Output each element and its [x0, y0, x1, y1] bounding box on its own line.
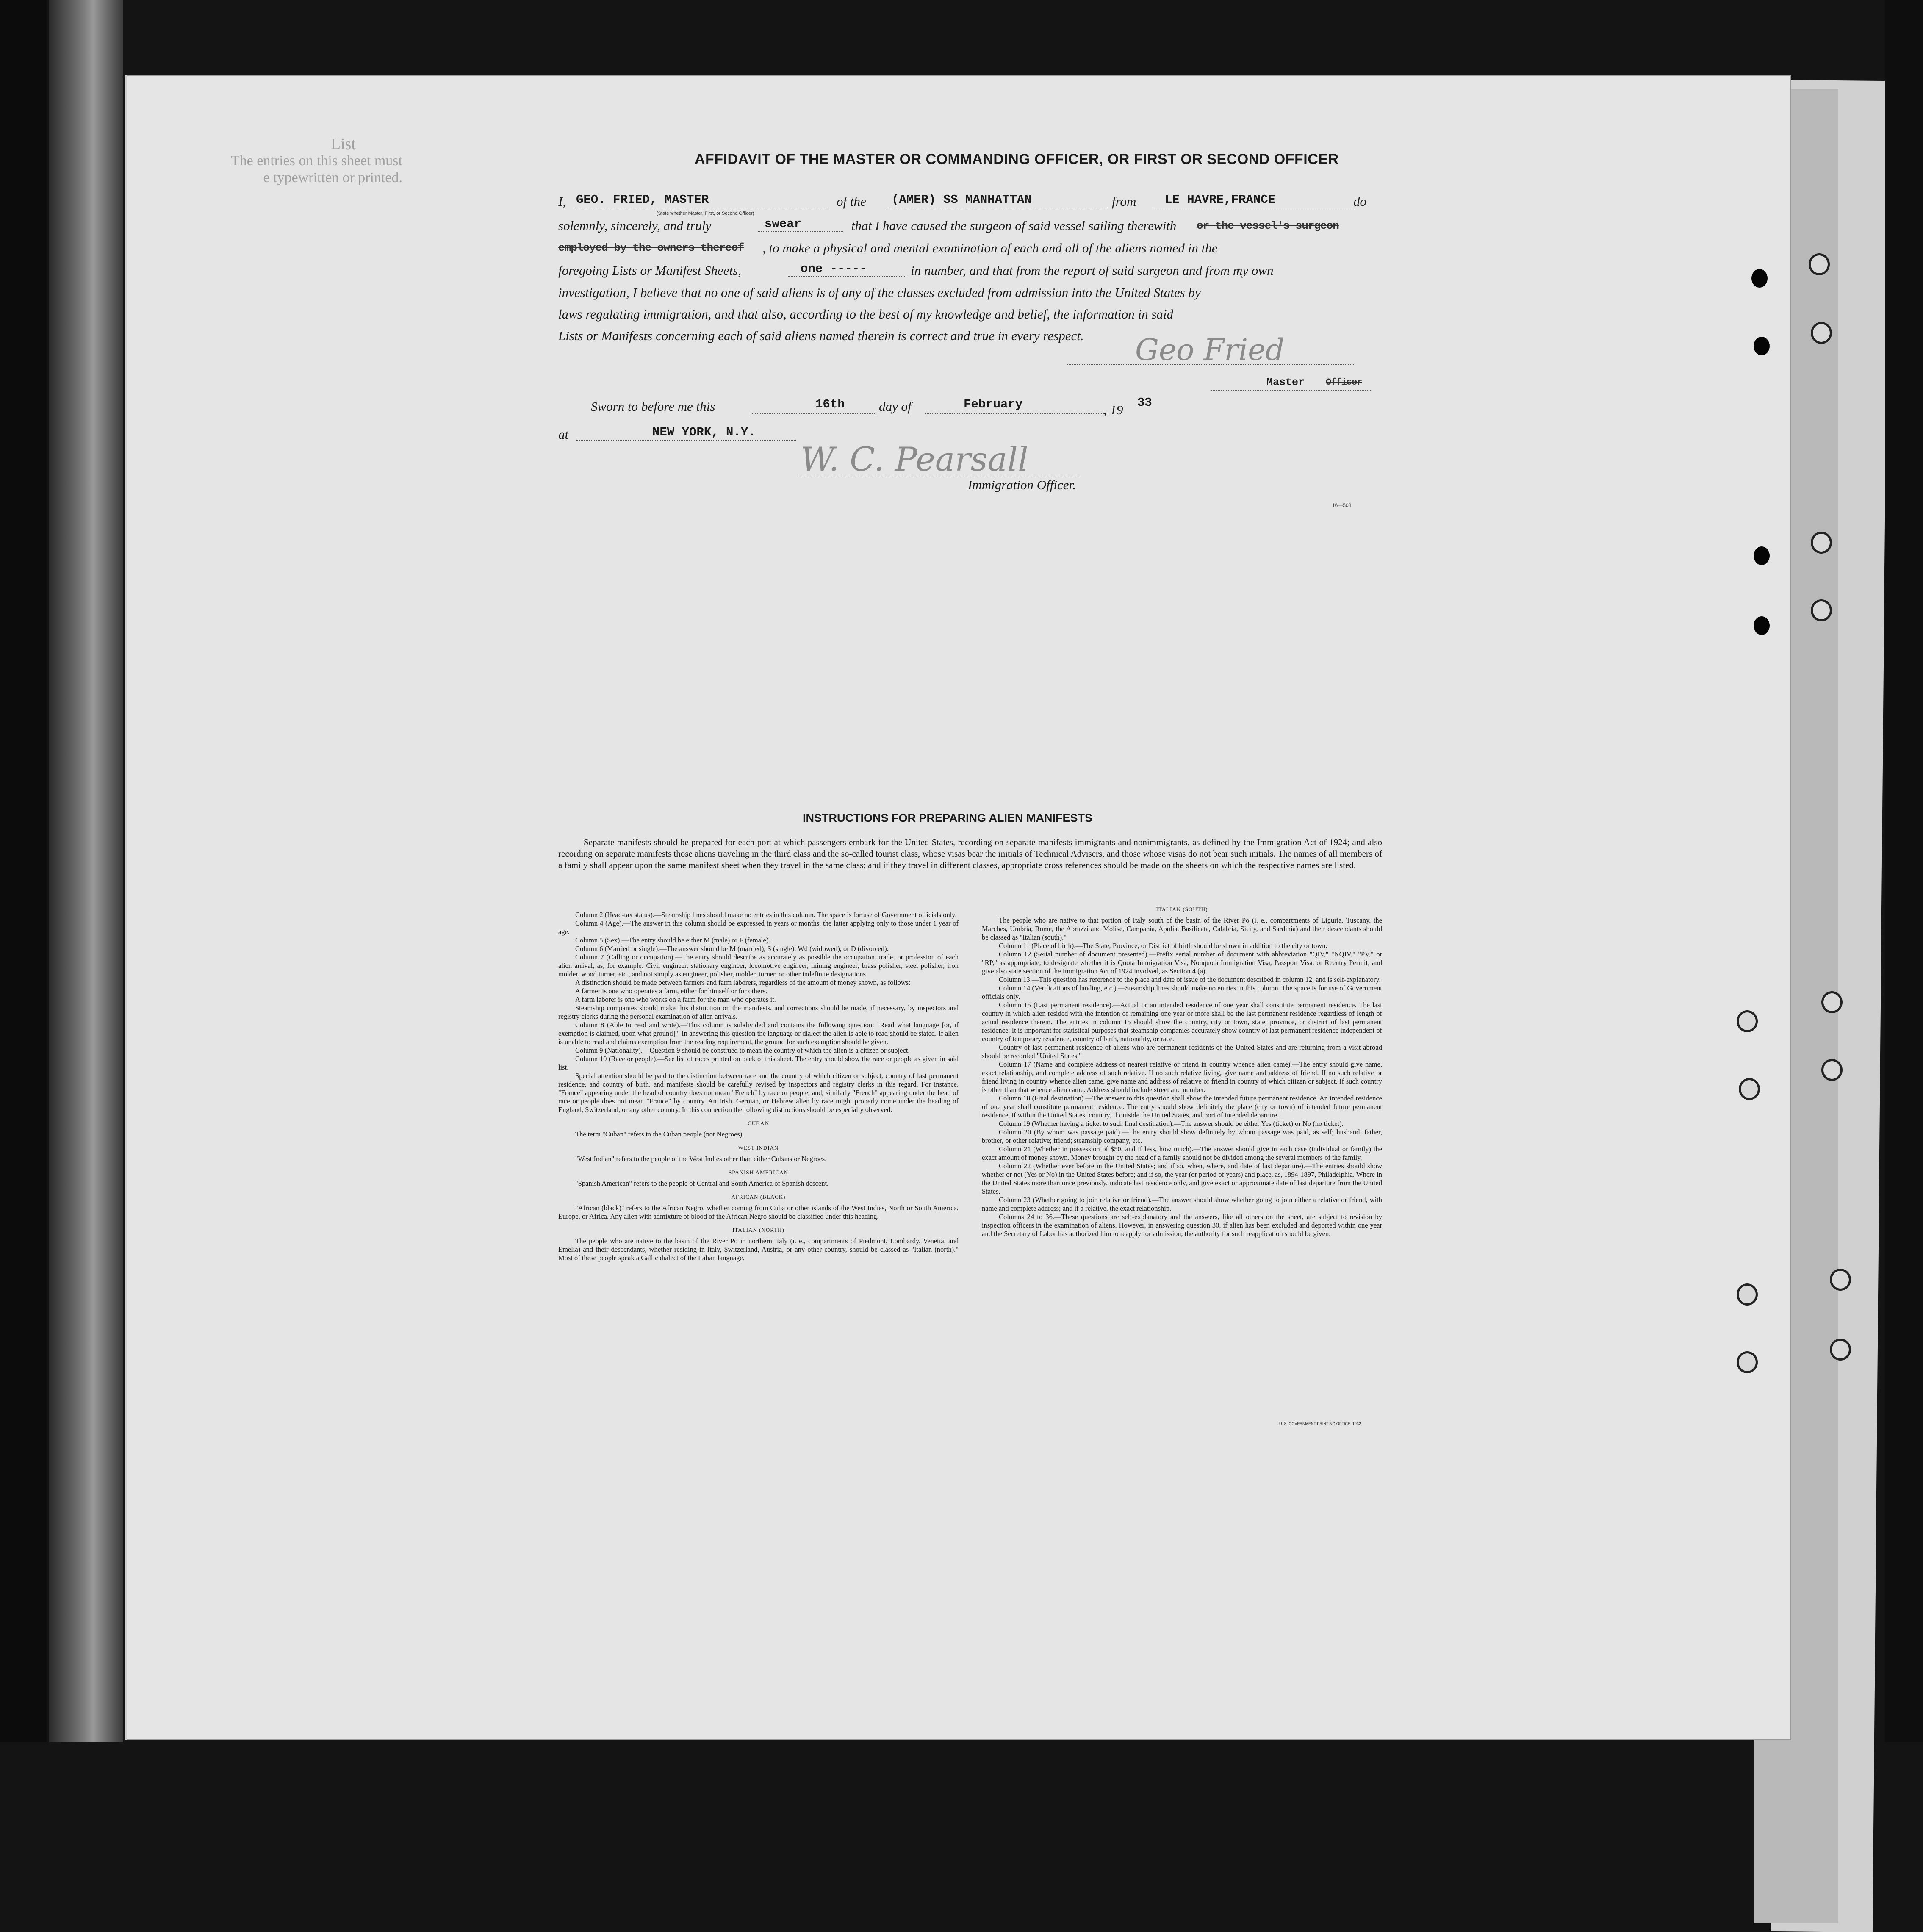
- affidavit-title: AFFIDAVIT OF THE MASTER OR COMMANDING OFFICER, OR FIRST OR SECOND OFFICER: [695, 151, 1339, 167]
- label-i: I,: [558, 194, 566, 209]
- left-paragraph: Column 2 (Head-tax status).—Steamship lines should make no entries in this column. The space is for use of Government officials only.: [575, 911, 957, 919]
- binder-hole: [1751, 269, 1768, 288]
- binder-ring: [1737, 1283, 1758, 1306]
- binder-ring: [1739, 1078, 1760, 1100]
- master-signature: Geo Fried: [1135, 333, 1285, 367]
- rule-month: [925, 413, 1106, 414]
- african-text: "African (black)" refers to the African Negro, whether coming from Cuba or other islands of the West Indies, North or South America, Europe, or Africa. Any alien with admixture of blood of the African Negro should be classified under this heading.: [558, 1204, 959, 1220]
- right-paragraph: Column 12 (Serial number of document presented).—Prefix serial number of document with abbreviation "QIV," "NQIV," "PV," or "RP," as appropriate, to designate whether it is Quota Immigration Visa, Nonquota Immigration Visa, Passport Visa, or Reentry Permit; and give also state section of the Immigration Act of 1924 involved, as Section 4 (a).: [982, 950, 1382, 975]
- heading-italian-south: ITALIAN (SOUTH): [1156, 906, 1208, 912]
- text-line-6: laws regulating immigration, and that also, according to the best of my knowledge and belief, the information in said: [558, 307, 1174, 322]
- right-paragraph: Column 20 (By whom was passage paid).—The entry should show definitely by whom passage was paid, as self; husband, father, brother, or other relative; friend; steamship company, etc.: [982, 1128, 1382, 1145]
- right-paragraph: Country of last permanent residence of aliens who are permanent residents of the United States and are returning from a visit abroad should be recorded "United States.": [982, 1043, 1382, 1060]
- binder-ring: [1811, 599, 1832, 621]
- caused-text: that I have caused the surgeon of said vessel sailing therewith: [851, 218, 1177, 233]
- right-paragraph: Column 13.—This question has reference to the place and date of issue of the document described in column 12, and is self-explanatory.: [999, 976, 1381, 984]
- left-paragraph: Column 5 (Sex).—The entry should be either M (male) or F (female).: [575, 936, 770, 944]
- show-through-note: List The entries on this sheet must e typewritten or printed.: [230, 135, 402, 186]
- role-master: Master: [1266, 376, 1305, 388]
- left-paragraph: Steamship companies should make this distinction on the manifests, and corrections should be made, if necessary, by inspectors and registry clerks during the personal examination of alien arrivals.: [558, 1004, 959, 1020]
- right-paragraph: Column 11 (Place of birth).—The State, Province, or District of birth should be shown in addition to the city or town.: [999, 942, 1327, 950]
- left-paragraph: Column 7 (Calling or occupation).—The entry should describe as accurately as possible the occupation, trade, or profession of each alien arrival, as, for example: Civil engineer, stationary engineer, locomotive engineer, mining engineer, brass polisher, steel polisher, iron molder, wood turner, etc., and not simply as engineer, polisher, molder, turner, or other indefinite designations.: [558, 953, 959, 978]
- spanish-american-text: "Spanish American" refers to the people of Central and South America of Spanish descent.: [575, 1179, 829, 1187]
- binder-ring: [1830, 1339, 1851, 1361]
- label-solemnly: solemnly, sincerely, and truly: [558, 218, 712, 233]
- label-sworn: Sworn to before me this: [591, 399, 715, 414]
- label-of-the: of the: [837, 194, 866, 209]
- form-number: 16—508: [1332, 502, 1352, 508]
- instructions-left-column: [558, 911, 959, 1262]
- right-paragraph: Column 15 (Last permanent residence).—Actual or an intended residence of one year shall constitute permanent residence. The last country in which alien resided with the intention of remaining one year or more shall be the last permanent residence regardless of length of actual residence therein. The entries in column 15 should show the country, city or town, state, province, or district of last permanent residence. It is important for statistical purposes that steamship companies accurately show country of last permanent residence independent of country of temporary residence, country of birth, nationality, or race.: [982, 1001, 1382, 1043]
- italian-north-text: The people who are native to the basin of the River Po in northern Italy (i. e., compartments of Piedmont, Lombardy, Venetia, and Emelia) and their descendants, whether residing in Italy, Switzerland, Austria, or any other country, should be classed as "Italian (north)." Most of these people speak a Gallic dialect of the Italian language.: [558, 1237, 959, 1262]
- left-paragraph: A farm laborer is one who works on a farm for the man who operates it.: [575, 995, 776, 1003]
- left-paragraph: A distinction should be made between farmers and farm laborers, regardless of the amount of money shown, as follows:: [575, 978, 911, 987]
- sworn-month: February: [964, 397, 1023, 411]
- label-from: from: [1112, 194, 1136, 209]
- right-paragraph: Column 17 (Name and complete address of nearest relative or friend in country whence alien came).—The entry should give name, exact relationship, and complete address of such relative. If no such relative living, give name and address of friend. If no such relative or friend living in country whence alien came, give name and address of relative or friend in country of which citizen or subject. If such country is other than that whence alien came. Address should include street and number.: [982, 1060, 1382, 1094]
- label-at: at: [558, 427, 569, 442]
- instructions-title: INSTRUCTIONS FOR PREPARING ALIEN MANIFESTS: [803, 812, 1093, 824]
- film-band-left: [49, 0, 123, 1742]
- instructions-right-column: [982, 900, 1382, 1238]
- rule-count: [788, 276, 906, 277]
- right-paragraph: Column 18 (Final destination).—The answer to this question shall show the intended future permanent residence. An intended residence of one year shall constitute permanent residence. The entry should show definitely the place (city or town) of intended future permanent residence, if within the United States; country, if outside the United States, and port of intended departure.: [982, 1094, 1382, 1119]
- binder-ring: [1811, 322, 1832, 344]
- oath-word: swear: [765, 217, 802, 231]
- left-paragraph: A farmer is one who operates a farm, either for himself or for others.: [575, 987, 768, 995]
- label-foregoing: foregoing Lists or Manifest Sheets,: [558, 263, 741, 278]
- left-paragraph: Column 10 (Race or people).—See list of races printed on back of this sheet. The entry should show the race or people as given in said list.: [558, 1055, 959, 1071]
- west-indian-text: "West Indian" refers to the people of the West Indies other than either Cubans or Negroes.: [575, 1155, 827, 1163]
- alien-count: one -----: [801, 262, 867, 276]
- left-paragraph: Column 4 (Age).—The answer in this column should be expressed in years or months, the latter applying only to those under 1 year of age.: [558, 919, 959, 936]
- binder-hole: [1754, 616, 1770, 635]
- left-paragraph: Column 9 (Nationality).—Question 9 should be construed to mean the country of which the alien is a citizen or subject.: [575, 1046, 910, 1054]
- rule-title-role: [1211, 390, 1372, 391]
- sworn-day: 16th: [815, 397, 845, 411]
- heading-italian-north: ITALIAN (NORTH): [732, 1227, 784, 1233]
- binder-ring: [1737, 1010, 1758, 1032]
- printing-office-note: U. S. GOVERNMENT PRINTING OFFICE: 1932: [1279, 1422, 1361, 1426]
- heading-cuban: CUBAN: [748, 1120, 769, 1126]
- binder-ring: [1811, 532, 1832, 554]
- role-officer-struck: Officer: [1326, 377, 1362, 388]
- label-day-of: day of: [879, 399, 912, 414]
- rule-oath: [758, 231, 843, 232]
- left-paragraph: Column 8 (Able to read and write).—This column is subdivided and contains the following question: "Read what language [or, if exemption is claimed, upon what ground]." In answering this question the language or dialect the alien is able to read should be stated. If alien is unable to read and claims exemption from the reading requirement, the ground for such exemption should be given.: [558, 1021, 959, 1046]
- rule-place: [576, 440, 796, 441]
- right-paragraph: Columns 24 to 36.—These questions are self-explanatory and the answers, like all others on the sheet, are subject to revision by inspection officers in the examination of aliens. However, in answering question 30, if alien has been excluded and deported within one year and the Secretary of Labor has authorized him to reapply for admission, the authority for such reapplication should be given.: [982, 1213, 1382, 1238]
- left-paragraph: Column 6 (Married or single).—The answer should be M (married), S (single), Wd (widowed), or D (divorced).: [575, 945, 889, 953]
- film-border-right: [1885, 0, 1923, 1742]
- right-paragraph: Column 21 (Whether in possession of $50, and if less, how much).—The answer should give in each case (individual or family) the exact amount of money shown. Money brought by the head of a family should not be divided among the several members of the family.: [982, 1145, 1382, 1161]
- text-line-5: investigation, I believe that no one of said aliens is of any of the classes excluded from admission into the United States by: [558, 285, 1201, 300]
- master-name: GEO. FRIED, MASTER: [576, 193, 709, 207]
- label-year-prefix: , 19: [1103, 402, 1123, 417]
- rule-day: [752, 413, 875, 414]
- right-paragraph: Column 19 (Whether having a ticket to such final destination).—The answer should be either Yes (ticket) or No (no ticket).: [999, 1120, 1344, 1128]
- cuban-text: The term "Cuban" refers to the Cuban people (not Negroes).: [575, 1130, 744, 1138]
- film-border-left: [0, 0, 47, 1742]
- sworn-place: NEW YORK, N.Y.: [652, 425, 756, 439]
- left-paragraph: Special attention should be paid to the distinction between race and the country of which citizen or subject, country of last permanent residence, and country of birth, and manifests should be carefully revised by inspectors and registry clerks in this regard. For instance, "France" appearing under the head of country does not mean "French" by race or people, and, similarly "French" appearing under the head of race or people does not mean "France" by country. An Irish, German, or Hebrew alien by race might properly come under the heading of England, Switzerland, or any other country. In this connection the following distinctions should be especially observed:: [558, 1072, 959, 1114]
- heading-african: AFRICAN (BLACK): [731, 1194, 786, 1200]
- number-text: in number, and that from the report of said surgeon and from my own: [911, 263, 1274, 278]
- struck-surgeon: or the vessel's surgeon: [1197, 219, 1339, 232]
- right-paragraph: The people who are native to that portion of Italy south of the basin of the River Po (i. e., compartments of Liguria, Tuscany, the Marches, Umbria, Rome, the Abruzzi and Molise, Campania, Apulia, Basilicata, Calabria, Sicily, and Sardinia) and their descendants should be classed as "Italian (south).": [982, 916, 1382, 941]
- sworn-year: 33: [1137, 396, 1152, 410]
- struck-owners: employed by the owners thereof: [558, 241, 744, 254]
- vessel-name: (AMER) SS MANHATTAN: [892, 193, 1032, 207]
- binder-ring: [1830, 1269, 1851, 1291]
- manifest-page: [125, 75, 1791, 1740]
- heading-west-indian: WEST INDIAN: [738, 1145, 779, 1151]
- right-paragraph: Column 23 (Whether going to join relative or friend).—The answer should show whether going to join either a relative or friend, with name and complete address; and if a relative, the exact relationship.: [982, 1196, 1382, 1212]
- right-paragraph: Column 14 (Verifications of landing, etc.).—Steamship lines should make no entries in this column. The space is for use of Government officials only.: [982, 984, 1382, 1001]
- binder-hole: [1754, 337, 1770, 355]
- binder-ring: [1821, 991, 1843, 1013]
- officer-signature: W. C. Pearsall: [801, 441, 1028, 479]
- text-line-7: Lists or Manifests concerning each of said aliens named therein is correct and true in every respect.: [558, 328, 1084, 343]
- label-do: do: [1353, 194, 1366, 209]
- instructions-intro: Separate manifests should be prepared for each port at which passengers embark for the United States, recording on separate manifests immigrants and nonimmigrants, as defined by the Immigration Act of 1924; and also recording on separate manifests those aliens traveling in the third class and the so-called tourist class, whose visas bear the initials of Technical Advisers, and those whose visas do not bear such initials. The names of all members of a family shall appear upon the same manifest sheet when they travel in the same class; and if they travel in different classes, appropriate cross references should be made on the sheets on which the respective names are listed.: [558, 837, 1382, 870]
- officer-caption: Immigration Officer.: [968, 477, 1076, 492]
- officer-note: (State whether Master, First, or Second Officer): [657, 211, 754, 216]
- port-name: LE HAVRE,FRANCE: [1165, 193, 1276, 207]
- binder-ring: [1821, 1059, 1843, 1081]
- right-paragraph: Column 22 (Whether ever before in the United States; and if so, when, where, and date of last departure).—The entries should show whether or not (Yes or No) in the United States before; and if so, the year (or period of years) and place, as, 1894-1897, Philadelphia. Where in the United States more than once previously, indicate last residence only, and give exact or approximate date of last departure from the United States.: [982, 1162, 1382, 1195]
- binder-hole: [1754, 546, 1770, 565]
- heading-spanish-american: SPANISH AMERICAN: [729, 1169, 788, 1175]
- physical-text: , to make a physical and mental examination of each and all of the aliens named in the: [762, 241, 1218, 255]
- binder-ring: [1737, 1351, 1758, 1373]
- binder-ring: [1809, 253, 1830, 275]
